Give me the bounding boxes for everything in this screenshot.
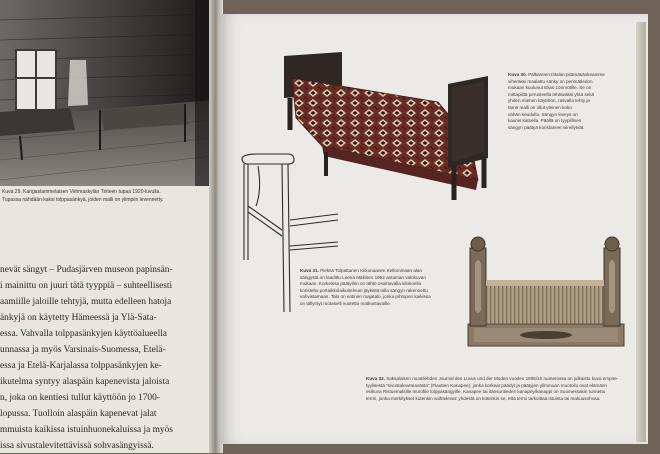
sofa-drawing (466, 234, 626, 354)
figure-31-caption (300, 268, 450, 308)
body-line: essa ja Etelä-Karjalassa tolppasänkyjen ke- (0, 361, 162, 371)
caption-line: mukaan. Korkeissa päätyihin on tähtö osoittavalla kilokoella (300, 281, 422, 287)
caption-line: tämä malli on ollut yleinen koko (508, 104, 572, 110)
body-line: nevät sängyt – Pudasjärven museon papinsän- (0, 265, 173, 275)
body-line: essa. Vahvalla tolppasänkyjen käyttöalueella (0, 329, 167, 339)
window-shape (16, 50, 56, 110)
body-line: mmuista kaikissa istuinhuonekaluissa ja myös (0, 425, 173, 435)
caption-line: Saksalaisen muotilehden Journal des Luxus und der Moden vuoden 1806/10 numerossa on julkaistu kuva empire- (386, 376, 619, 381)
caption-line: Pieksä Tolpattanen Kiikunaanen Kellominaan alan (320, 268, 423, 273)
interior-photo (0, 0, 213, 186)
caption-line: sängyn päätyä koristaneet viireilytvät. (508, 124, 585, 130)
caption-line: tyylisestä "sivustaleveteavästa" (Flautten Kanapee), jonka korkeat päädyt ja päätyjen ylimmuan muotoilu ovat elämänn (366, 382, 607, 388)
caption-line: viheräksi maalattu sänky on perimätiedon (508, 78, 593, 84)
body-line: ikutelma syntyy alaspäin kapenevista jaloista (0, 377, 170, 387)
caption-line: termi, jonka merkitykset kutenkin vaihtelevat: yhdestä on kotenkin se, että termi tarkoittaa istuinta tai makuusohvaa. (366, 395, 601, 401)
caption-line: vähän seudulla. Sängyn leveys on (508, 111, 578, 117)
body-line: issa sivustalevitettävissä sohvasängyissä. (0, 441, 154, 451)
body-line: n, joka on kentiesi tullut käyttöön jo 1700- (0, 393, 160, 403)
figure-32-caption (366, 376, 628, 402)
caption-line: on tällyrsyt ruotaselli vuotetta matkustavaille. (300, 300, 391, 306)
figure-label: Kuva 30. (508, 72, 527, 77)
figure-30-caption (508, 72, 612, 131)
figure-label: Kuva 32. (366, 376, 385, 381)
caption-line: mukaan kuulunut Elias Lönnrotille. Se on (508, 85, 592, 91)
left-page (0, 0, 214, 453)
caption-line: vahvistamaan. Talo on entinen majatalo, jonka pihtopen kaikissa (300, 294, 431, 300)
caption-line: Pälkäneen Iittalan pitämäsänkeamme (528, 72, 605, 77)
right-page (218, 14, 648, 444)
body-line: unnassa ja myös Varsinais-Suomessa, Etelä- (0, 345, 166, 355)
body-line: i mainittu on juuri tätä tyyppiä – suhteellisesti (0, 281, 173, 291)
page-edge (636, 22, 646, 442)
caption-line: Tupassa nähdään kaksi tolppasänkyä, joiden malli on ylimpiin levennetty. (2, 196, 164, 203)
caption-line: esikuva Ristuemalsille murofile tolppasängyille. Kanapee tai itänsuntieden kanapey/kanappi on Suomessakin tunnettu (366, 389, 606, 395)
body-line: lopussa. Tuolloin alaspäin kapenevat jalat (0, 409, 157, 419)
body-line: änkyjä on käytetty Hämeessä ja Ylä-Sata- (0, 313, 157, 323)
caption-line: koristeltu portaikkolaikuitelman jäykistä tolla sängyn rakennettu (300, 287, 428, 293)
figure-label: Kuva 31. (300, 268, 319, 273)
interior-photo-drawing (0, 0, 213, 186)
caption-line: sängystä on laadittu Leena Mäkisen 1962 antaman valokuvan (300, 274, 426, 280)
caption-line: kaunis katsella. Päällä on tyypillinen (508, 118, 582, 124)
body-line: aamiille jaloille tehtyjä, mutta edelleen hatoja (0, 297, 172, 307)
caption-line: yhden miehen käyttöön, rasvalla tehty ja (508, 98, 590, 104)
empire-sofa-illustration (466, 234, 626, 354)
caption-line: Kuva 29. Kangaslammelaisen Vehmaskylän Tinteen tupaa 1920-luvulla. (2, 189, 161, 195)
photo-caption (2, 189, 207, 204)
caption-line: mittapiiltä perusteella tehtäväksi yhtä sekä (508, 91, 595, 97)
